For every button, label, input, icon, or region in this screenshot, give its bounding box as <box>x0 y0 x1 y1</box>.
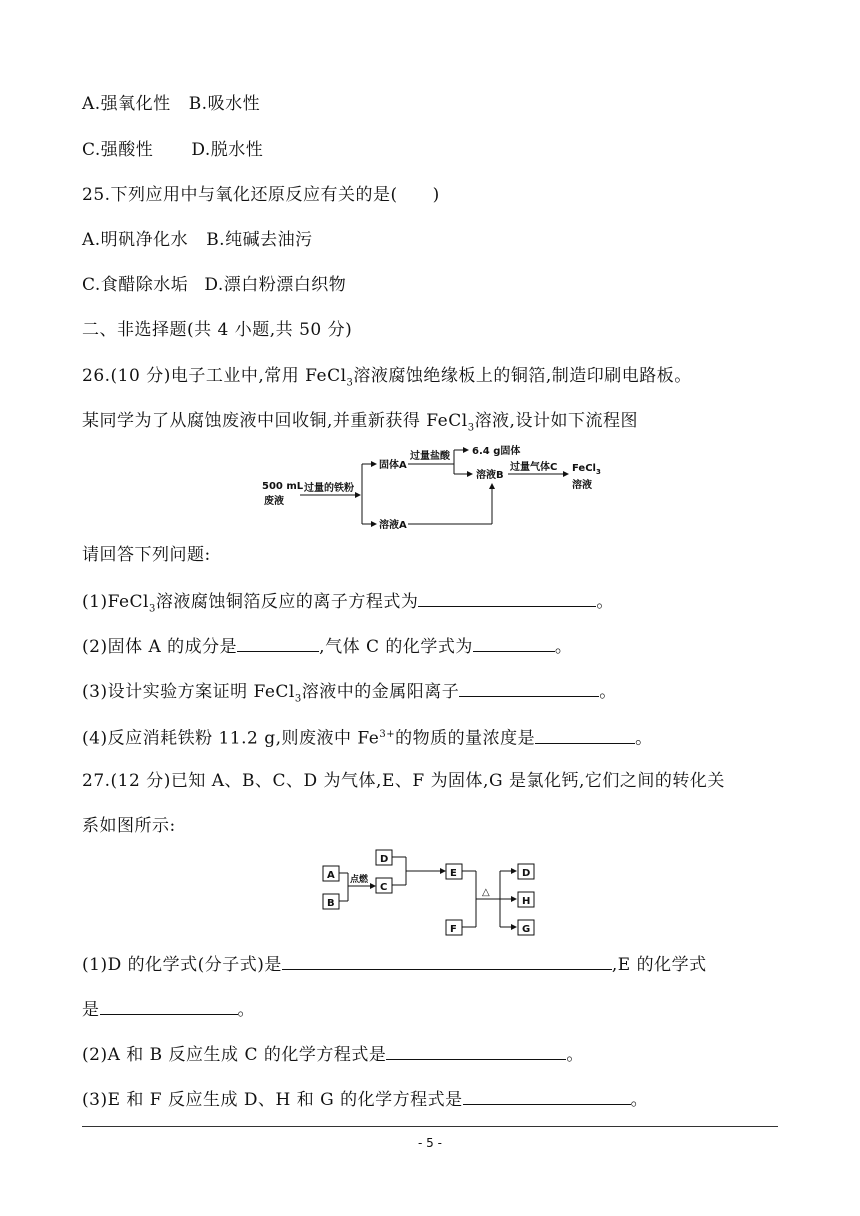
flow-waste-volume: 500 mL <box>262 481 304 492</box>
svg-text:E: E <box>450 868 457 879</box>
q25-options-row2 <box>82 273 346 297</box>
q24-option-d: D.脱水性 <box>191 140 264 160</box>
flow-gas-c-label: 过量气体C <box>510 462 558 473</box>
q25-option-b: B.纯碱去油污 <box>206 230 313 250</box>
flow-solid-a: 固体A <box>379 460 407 471</box>
q26-intro-line2: 某同学为了从腐蚀废液中回收铜,并重新获得 FeCl$_3$溶液,设计如下流程图 <box>82 411 638 434</box>
answer-blank[interactable] <box>282 951 612 970</box>
svg-text:G: G <box>522 924 531 935</box>
q26-flow-diagram <box>258 442 618 538</box>
flow-solid-64g: 6.4 g固体 <box>472 446 521 457</box>
q27-part3: (3)E 和 F 反应生成 D、H 和 G 的化学方程式是 。 <box>82 1086 648 1112</box>
flow-solution-b: 溶液B <box>476 470 504 481</box>
svg-text:D: D <box>380 854 389 865</box>
answer-blank[interactable] <box>459 678 599 697</box>
q24-option-b: B.吸水性 <box>188 94 261 114</box>
q27-part2: (2)A 和 B 反应生成 C 的化学方程式是 。 <box>82 1041 584 1067</box>
svg-text:B: B <box>327 898 335 909</box>
q24-options-row1 <box>82 92 260 116</box>
flow-fecl3-solution: 溶液 <box>572 480 592 491</box>
q26-intro: 26.(10 分)电子工业中,常用 FeCl$_3$溶液腐蚀绝缘板上的铜箔,制造印刷电路板。 <box>82 366 692 389</box>
ignite-label: 点燃 <box>350 875 369 885</box>
q27-intro: 27.(12 分)已知 A、B、C、D 为气体,E、F 为固体,G 是氯化钙,它们之间的转化关 <box>82 771 725 791</box>
q24-option-c: C.强酸性 <box>82 140 154 160</box>
q27-intro-line2: 系如图所示: <box>82 816 176 836</box>
q26-part2: (2)固体 A 的成分是 ,气体 C 的化学式为 。 <box>82 633 572 659</box>
q26-part3: (3)设计实验方案证明 FeCl$_3$溶液中的金属阳离子 。 <box>82 678 617 711</box>
svg-text:D: D <box>522 868 531 879</box>
q27-part1-cont: 是 。 <box>82 996 255 1022</box>
q26-part1: (1)FeCl$_3$溶液腐蚀铜箔反应的离子方程式为 。 <box>82 588 614 621</box>
q26-prompt: 请回答下列问题: <box>82 545 211 565</box>
q26-part4: (4)反应消耗铁粉 11.2 g,则废液中 $Fe^{3+}$的物质的量浓度是 。 <box>82 723 653 751</box>
answer-blank[interactable] <box>237 633 319 652</box>
answer-blank[interactable] <box>473 633 555 652</box>
answer-blank[interactable] <box>535 725 635 744</box>
svg-text:H: H <box>522 896 531 907</box>
answer-blank[interactable] <box>386 1041 566 1060</box>
section-heading: 二、非选择题(共 4 小题,共 50 分) <box>82 320 353 340</box>
q24-option-a: A.强氧化性 <box>82 94 171 114</box>
answer-blank[interactable] <box>100 996 238 1015</box>
flow-fecl3-product: FeCl$_3$ <box>572 463 601 476</box>
q24-options-row2 <box>82 138 263 162</box>
answer-blank[interactable] <box>463 1086 631 1105</box>
flow-waste-label: 废液 <box>264 496 284 507</box>
flow-solution-a: 溶液A <box>379 520 407 531</box>
svg-text:F: F <box>450 924 457 935</box>
q25-stem: 25.下列应用中与氧化还原反应有关的是( ) <box>82 185 440 205</box>
answer-blank[interactable] <box>418 588 596 607</box>
q27-part1: (1)D 的化学式(分子式)是 ,E 的化学式 <box>82 951 707 977</box>
page-number: - 5 - <box>418 1136 442 1150</box>
q27-reaction-diagram <box>320 846 542 938</box>
heat-symbol: △ <box>482 887 490 898</box>
footer-rule <box>82 1126 778 1127</box>
svg-text:C: C <box>380 882 388 893</box>
q25-option-a: A.明矾净化水 <box>82 230 189 250</box>
q25-option-c: C.食醋除水垢 <box>82 275 189 295</box>
svg-text:A: A <box>327 870 335 881</box>
flow-hcl-label: 过量盐酸 <box>410 451 450 462</box>
q25-options-row1 <box>82 228 313 252</box>
flow-iron-label: 过量的铁粉 <box>304 483 354 494</box>
q25-option-d: D.漂白粉漂白织物 <box>204 275 347 295</box>
